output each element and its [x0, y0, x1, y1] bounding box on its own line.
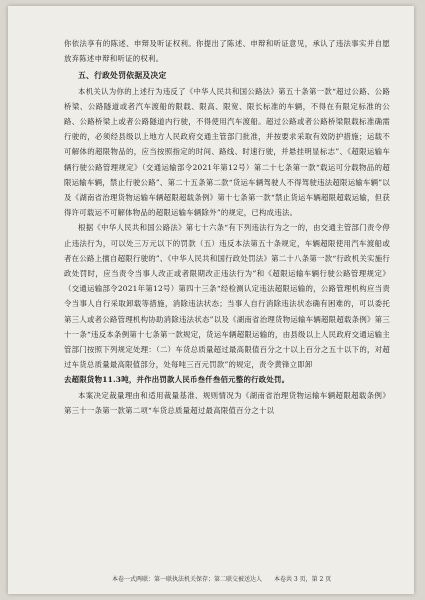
document-body: [64, 36, 390, 418]
legal-basis-text: 根据《中华人民共和国公路法》第七十六条“有下列违法行为之一的，由交通主管部门责令停止违法行为，可以处三万元以下的罚款（五）违反本法第五十条规定，车辆超限使用汽车渡船或者在公路上擅自超限行驶的”、《中华人民共和国行政处罚法》第二十八条第一款“行政机关实施行政处罚时，应当责令当事人改正或者限期改正违法行为”和《超限运输车辆行驶公路管理规定》（交通运输部令2021年第12号）第四十三条“经检测认定违法超限运输的，公路管理机构应当责令当事人自行采取卸载等措施，消除违法状态；当事人自行消除违法状态确有困难的，可以委托第三人或者公路管理机构协助消除违法状态”以及《湖南省治理货物运输车辆超限超载条例》第三十一条“违反本条例第十七条第一款规定，货运车辆超限运输的，由县级以上人民政府交通运输主管部门按照下列规定处理：（二）车货总质量超过最高限值百分之十以上百分之五十以下的，对超过车货总质量最高限值部分，处每吨三百元罚款”的规定，责令黄: [64, 223, 390, 370]
stamp-fragment: 锋立即卸: [281, 360, 313, 370]
paragraph-violation: 本机关认为你的上述行为违反了《中华人民共和国公路法》第五十条第一款“超过公路、公路桥梁、公路隧道或者汽车渡船的限载、限高、限宽、限长标准的车辆，不得在有限定标准的公路、公路桥梁上或者公路隧道内行驶，不得使用汽车渡船。超过公路或者公路桥梁限载标准确需行驶的，必须经县级以上地方人民政府交通主管部门批准，并按要求采取有效防护措施；运载不可解体的超限物品的，应当按照指定的时间、路线、时速行驶，并悬挂明显标志”、《超限运输车辆行驶公路管理规定》（交通运输部令2021年第12号）第二十七条第一款“载运可分载物品的超限运输车辆，禁止行驶公路”、第二十五条第二款“货运车辆驾驶人不得驾驶违法超限运输车辆”以及《湖南省治理货物运输车辆超限超载条例》第十七条第一款“禁止货运车辆超限超载运输，但获得许可载运不可解体物品的超限运输车辆除外”的规定，已构成违法。: [64, 86, 390, 218]
section-heading: 五、行政处罚依据及决定: [78, 71, 167, 81]
paragraph-rights: 你依法享有的陈述、申辩及听证权利。你提出了陈述、申辩和听证意见，承认了违法事实并自愿放弃陈述申辩和听证的权利。: [64, 39, 390, 64]
footer-copies-note: 本卷一式两联：第一联执法机关保存；第二联交被送达人: [112, 576, 263, 583]
document-page: [8, 6, 414, 594]
paragraph-legal-basis: [64, 220, 390, 372]
footer-page-number: 本卷共 3 页，第 2 页: [274, 576, 332, 583]
paragraph-penalty: 去超限货物11.3吨，并作出罚款人民币叁仟叁佰元整的行政处罚。: [64, 375, 290, 385]
paragraph-discretion: 本案决定裁量理由和适用裁量基准、规则情况为《湖南省治理货物运输车辆超限超载条例》第三十一条第一款第二项“车货总质量超过最高限值百分之十以: [64, 390, 390, 415]
